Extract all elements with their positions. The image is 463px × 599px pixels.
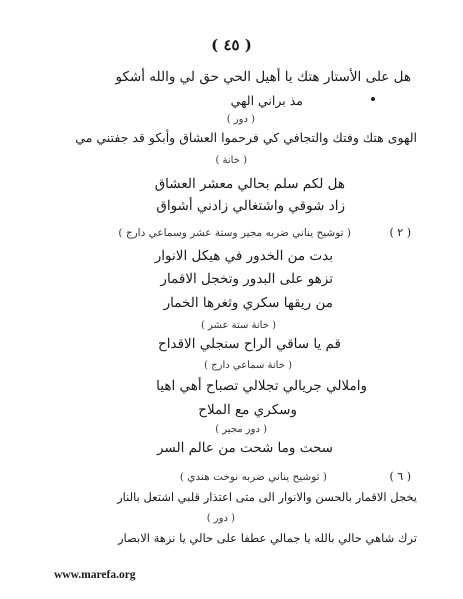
verse-line-2: مذ براني الهي [230, 93, 303, 108]
verse-line-1: هل على الأستار هتك يا أهيل الحي حق لي والله أشكو [115, 69, 411, 85]
verse-line-14: ترك شاهي حالي بالله يا جمالي عطفا على حالي يا نزهة الابصار [118, 531, 417, 545]
section-heading-khana-3: ( خانة سماعي دارج ) [204, 360, 292, 371]
verse-line-6: بدت من الخدور في هيكل الانوار [154, 248, 333, 264]
website-footer: www.marefa.org [54, 569, 136, 581]
section-heading-khana-2: ( خانة ستة عشر ) [200, 320, 276, 331]
section-heading-khana-1: ( خانة ) [215, 155, 247, 166]
verse-line-8: من ريقها سكري وثغرها الخمار [163, 295, 333, 311]
verse-line-11: وسكري مع الملاح [198, 402, 297, 418]
page-number: ( ٤٥ ) [211, 36, 252, 54]
verse-line-9: قم يا ساقي الراح سنجلي الاقداح [158, 336, 341, 352]
piece-number-2: ( ٢ ) [389, 226, 411, 239]
verse-line-13: يخجل الاقمار بالحسن والانوار الى متى اعتذار قلبي اشتعل بالنار [117, 490, 417, 504]
section-heading-dawr-1: ( دور ) [226, 114, 255, 125]
ink-dot [371, 97, 375, 101]
verse-line-5: زاد شوقي واشتغالي زادني أشواق [156, 198, 345, 214]
verse-line-4: هل لكم سلم بحالي معشر العشاق [154, 176, 345, 192]
verse-line-7: تزهو على البدور وتخجل الاقمار [160, 271, 333, 287]
verse-line-12: سحت وما شحت من عالم السر [156, 440, 333, 456]
piece-heading-6: ( توشيح يناني ضربه نوخت هندي ) [179, 471, 327, 483]
verse-line-10: واملالي جريالي تجلالي تصباح أهي اهيا [156, 378, 367, 394]
verse-line-3: الهوى هتك وفتك والتجافي كي فرحموا العشاق وأبكو قد جفتني مي [75, 130, 417, 145]
section-heading-dawr-3: ( دور ) [206, 513, 235, 524]
piece-heading-2: ( توشيح يناني ضربه مجير وستة عشر وسماعي دارج ) [118, 227, 351, 239]
section-heading-dawr-2: ( دور مجير ) [215, 424, 267, 435]
piece-number-6: ( ٦ ) [389, 470, 411, 483]
